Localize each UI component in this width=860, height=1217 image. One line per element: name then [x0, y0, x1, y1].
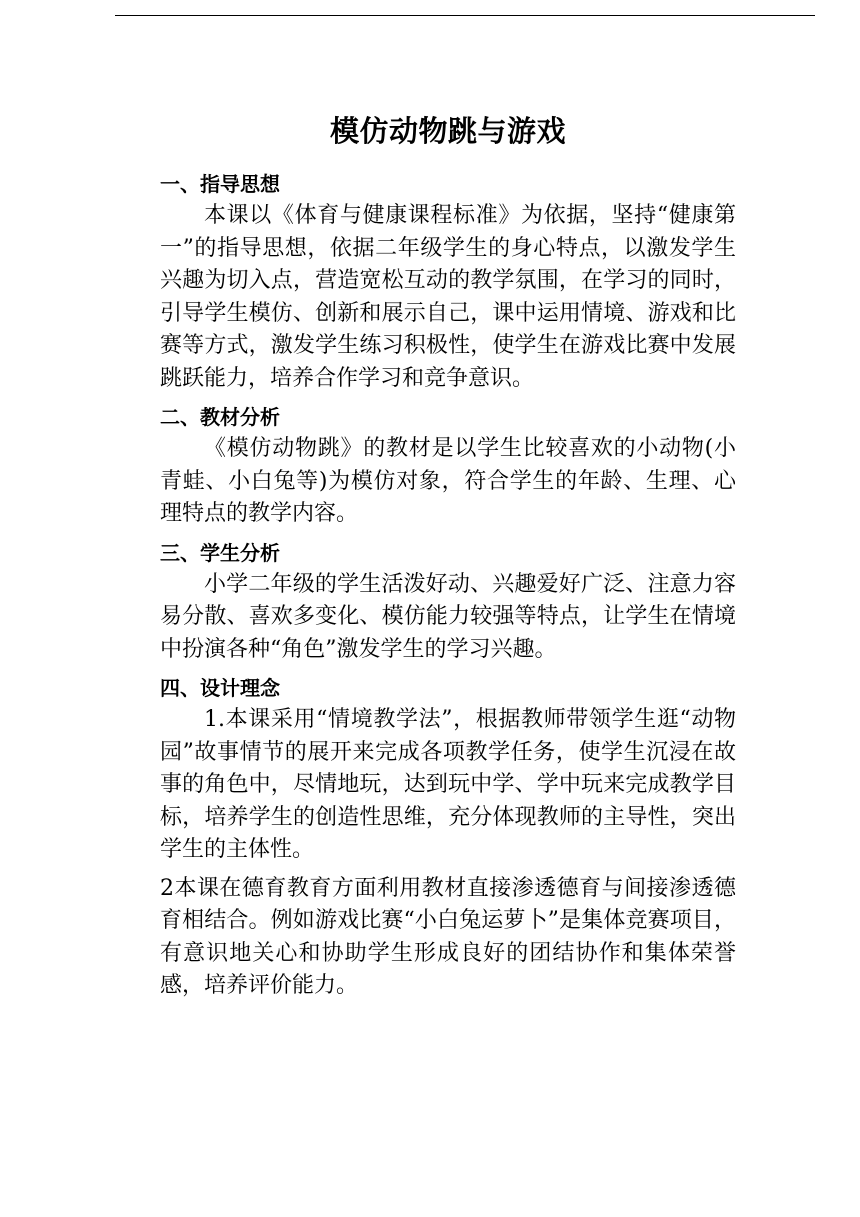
- paragraph: 《模仿动物跳》的教材是以学生比较喜欢的小动物(小青蛙、小白兔等)为模仿对象，符合学生的年龄、生理、心理特点的教学内容。: [160, 436, 736, 526]
- section-heading: 二、教材分析: [160, 405, 280, 429]
- paragraph: 2本课在德育教育方面利用教材直接渗透德育与间接渗透德育相结合。例如游戏比赛“小白兔运萝卜”是集体竞赛项目，有意识地关心和协助学生形成良好的团结协作和集体荣誉感，培养评价能力。: [160, 875, 736, 998]
- section-design-concept: [160, 672, 736, 1003]
- paragraph: 本课以《体育与健康课程标准》为依据，坚持“健康第一”的指导思想，依据二年级学生的身心特点，以激发学生兴趣为切入点，营造宽松互动的教学氛围，在学习的同时，引导学生模仿、创新和展示自己，课中运用情境、游戏和比赛等方式，激发学生练习积极性，使学生在游戏比赛中发展跳跃能力，培养合作学习和竞争意识。: [160, 203, 736, 391]
- section-heading: 一、指导思想: [160, 172, 280, 196]
- paragraph: 1.本课采用“情境教学法”，根据教师带领学生逛“动物园”故事情节的展开来完成各项教学任务，使学生沉浸在故事的角色中，尽情地玩，达到玩中学、学中玩来完成教学目标，培养学生的创造性思维，充分体现教师的主导性，突出学生的主体性。: [160, 707, 736, 862]
- section-heading: 四、设计理念: [160, 676, 280, 700]
- paragraph: 小学二年级的学生活泼好动、兴趣爱好广泛、注意力容易分散、喜欢多变化、模仿能力较强等特点，让学生在情境中扮演各种“角色”激发学生的学习兴趣。: [160, 571, 736, 662]
- header-rule: [115, 15, 815, 16]
- section-student-analysis: [160, 537, 736, 667]
- section-material-analysis: [160, 401, 736, 531]
- document-title: 模仿动物跳与游戏: [329, 114, 566, 148]
- section-heading: 三、学生分析: [160, 540, 280, 565]
- section-guiding-ideology: [160, 168, 736, 395]
- document-body: [160, 108, 736, 1009]
